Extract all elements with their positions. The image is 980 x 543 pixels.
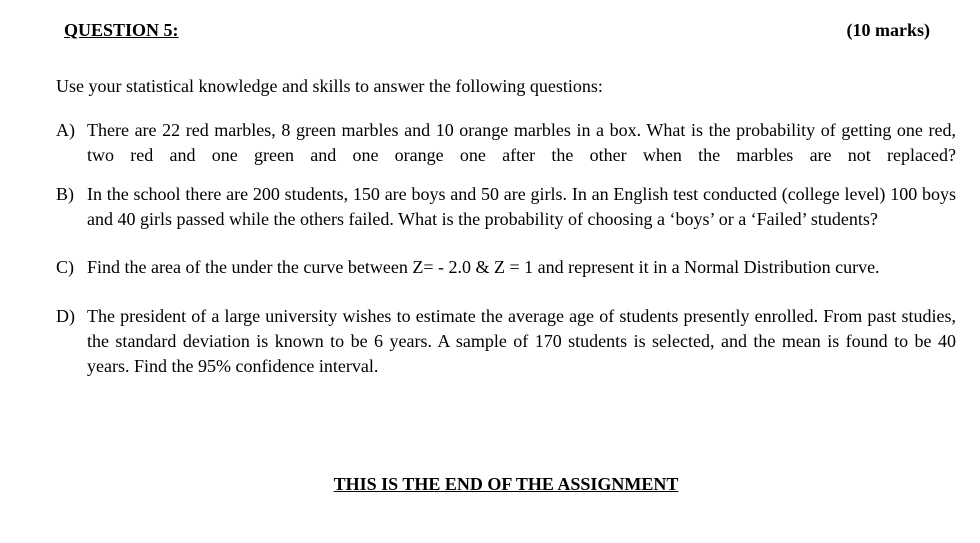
question-marks: (10 marks) [846,20,930,40]
question-title-colon: : [172,20,179,40]
end-of-assignment-text: THIS IS THE END OF THE ASSIGNMENT [333,474,679,494]
question-item-d [56,304,956,379]
question-letter-d: D) [56,306,75,326]
question-letter-c: C) [56,257,74,277]
question-item-c [56,255,956,280]
question-item-b [56,182,956,232]
question-title-text: QUESTION 5 [64,20,173,40]
question-text-c: Find the area of the under the curve between Z= - 2.0 & Z = 1 and represent it in a Normal Distribution curve. [87,257,880,277]
question-item-a [56,118,956,168]
instructions: Use your statistical knowledge and skills to answer the following questions: [56,76,603,96]
question-text-d: The president of a large university wishes to estimate the average age of students presently enrolled. From past studies, the standard deviation is known to be 6 years. A sample of 170 students is selected, and the mean is found to be 40 years. Find the 95% confidence interval. [87,306,956,376]
question-title [64,20,179,41]
end-of-assignment [0,474,980,495]
question-text-a: There are 22 red marbles, 8 green marbles and 10 orange marbles in a box. What is the probability of getting one red, two red and one green and one orange one after the other when the marbles are not replaced? [87,120,956,165]
question-text-b: In the school there are 200 students, 150 are boys and 50 are girls. In an English test conducted (college level) 100 boys and 40 girls passed while the others failed. What is the probability of choosing a ‘boys’ or a ‘Failed’ students? [87,184,956,229]
question-list [56,118,956,379]
question-letter-a: A) [56,120,75,140]
question-letter-b: B) [56,184,74,204]
question-header [64,20,930,46]
